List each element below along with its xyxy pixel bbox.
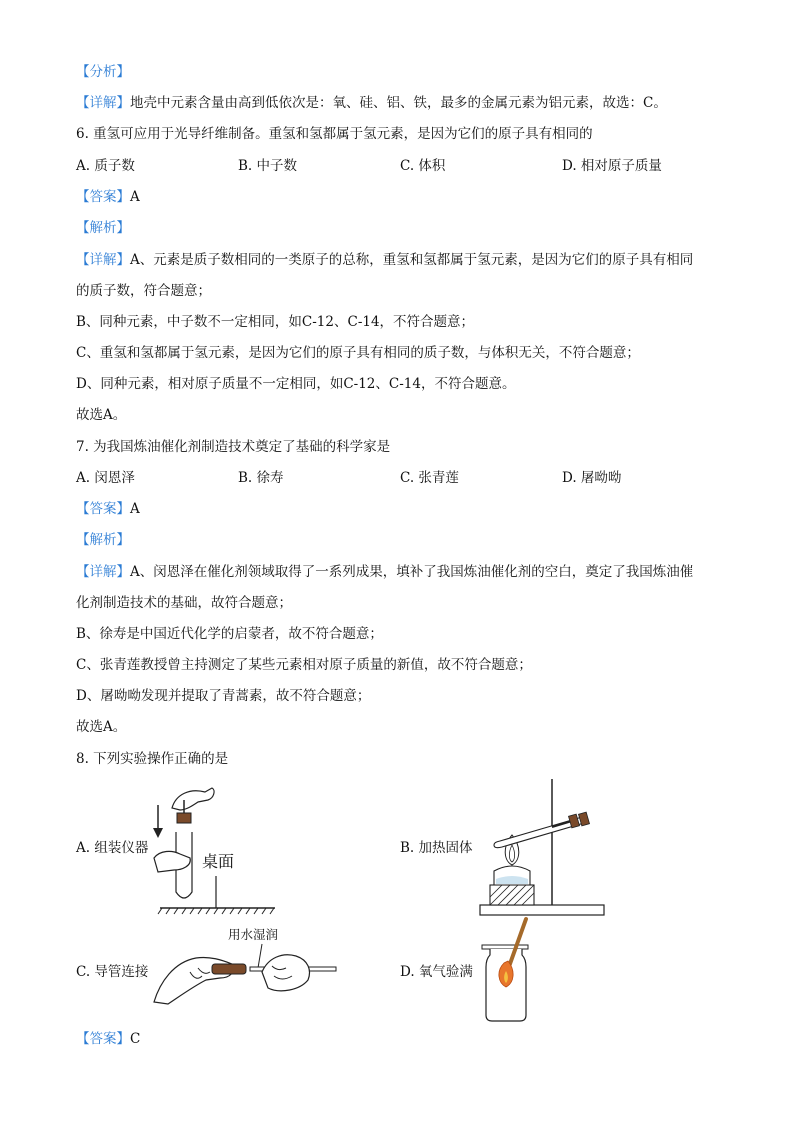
q7-detail-line-5: D、屠呦呦发现并提取了青蒿素，故不符合题意； (76, 688, 371, 704)
q7-detail-line-3: B、徐寿是中国近代化学的启蒙者，故不符合题意； (76, 626, 383, 642)
q6-jiexi-tag: 【解析】 (76, 220, 130, 236)
q6-option-c: C. 体积 (400, 158, 446, 174)
fig-connect-tube (150, 942, 340, 1012)
q8-stem: 8. 下列实验操作正确的是 (76, 751, 229, 767)
answer-value: A (130, 501, 140, 517)
answer-value: A (130, 189, 140, 205)
q6-option-d: D. 相对原子质量 (562, 158, 662, 174)
q6-option-a: A. 质子数 (76, 158, 135, 174)
q8-option-a: A. 组装仪器 (76, 840, 149, 856)
detail-line (76, 93, 667, 113)
detail-tag: 【详解】 (76, 564, 130, 580)
q6-detail-line-3: B、同种元素，中子数不一定相同，如C-12、C-14，不符合题意； (76, 314, 475, 330)
q6-detail-line-5: D、同种元素，相对原子质量不一定相同，如C-12、C-14，不符合题意。 (76, 376, 516, 392)
fig-c-wet-label: 用水湿润 (228, 927, 279, 942)
detail-text: 地壳中元素含量由高到低依次是：氧、硅、铝、铁，最多的金属元素为铝元素，故选：C。 (130, 95, 667, 111)
q7-answer (76, 499, 140, 519)
fig-a-table-label: 桌面 (202, 852, 235, 871)
answer-tag: 【答案】 (76, 189, 130, 205)
q6-detail-line-1 (76, 250, 693, 270)
q7-detail-line-6: 故选A。 (76, 719, 127, 735)
q7-detail-line-1 (76, 562, 693, 582)
fig-oxygen-check (476, 915, 556, 1025)
detail-tag: 【详解】 (76, 252, 130, 268)
q7-detail-line-2: 化剂制造技术的基础，故符合题意； (76, 595, 292, 611)
q6-detail-line-6: 故选A。 (76, 407, 127, 423)
q8-answer (76, 1029, 140, 1049)
answer-value: C (130, 1031, 141, 1047)
detail-tag: 【详解】 (76, 95, 130, 111)
q7-option-c: C. 张青莲 (400, 470, 459, 486)
answer-tag: 【答案】 (76, 1031, 130, 1047)
analysis-tag: 【分析】 (76, 64, 130, 80)
q8-option-d: D. 氧气验满 (400, 964, 473, 980)
fig-assemble-apparatus (150, 780, 280, 915)
detail-text: A、元素是质子数相同的一类原子的总称，重氢和氢都属于氢元素，是因为它们的原子具有相同 (130, 252, 694, 268)
q7-option-b: B. 徐寿 (238, 470, 284, 486)
answer-tag: 【答案】 (76, 501, 130, 517)
q6-detail-line-2: 的质子数，符合题意； (76, 283, 211, 299)
detail-text: A、闵恩泽在催化剂领域取得了一系列成果，填补了我国炼油催化剂的空白，奠定了我国炼油催 (130, 564, 694, 580)
fig-heat-solid (472, 775, 612, 920)
q7-detail-line-4: C、张青莲教授曾主持测定了某些元素相对原子质量的新值，故不符合题意； (76, 657, 532, 673)
q7-option-d: D. 屠呦呦 (562, 470, 622, 486)
q8-option-c: C. 导管连接 (76, 964, 149, 980)
q7-stem: 7. 为我国炼油催化剂制造技术奠定了基础的科学家是 (76, 439, 391, 455)
q8-option-b: B. 加热固体 (400, 840, 473, 856)
q6-option-b: B. 中子数 (238, 158, 298, 174)
q6-answer (76, 187, 140, 207)
q6-detail-line-4: C、重氢和氢都属于氢元素，是因为它们的原子具有相同的质子数，与体积无关，不符合题意； (76, 345, 640, 361)
q6-stem: 6. 重氢可应用于光导纤维制备。重氢和氢都属于氢元素，是因为它们的原子具有相同的 (76, 126, 593, 142)
q7-jiexi-tag: 【解析】 (76, 532, 130, 548)
q7-option-a: A. 闵恩泽 (76, 470, 135, 486)
